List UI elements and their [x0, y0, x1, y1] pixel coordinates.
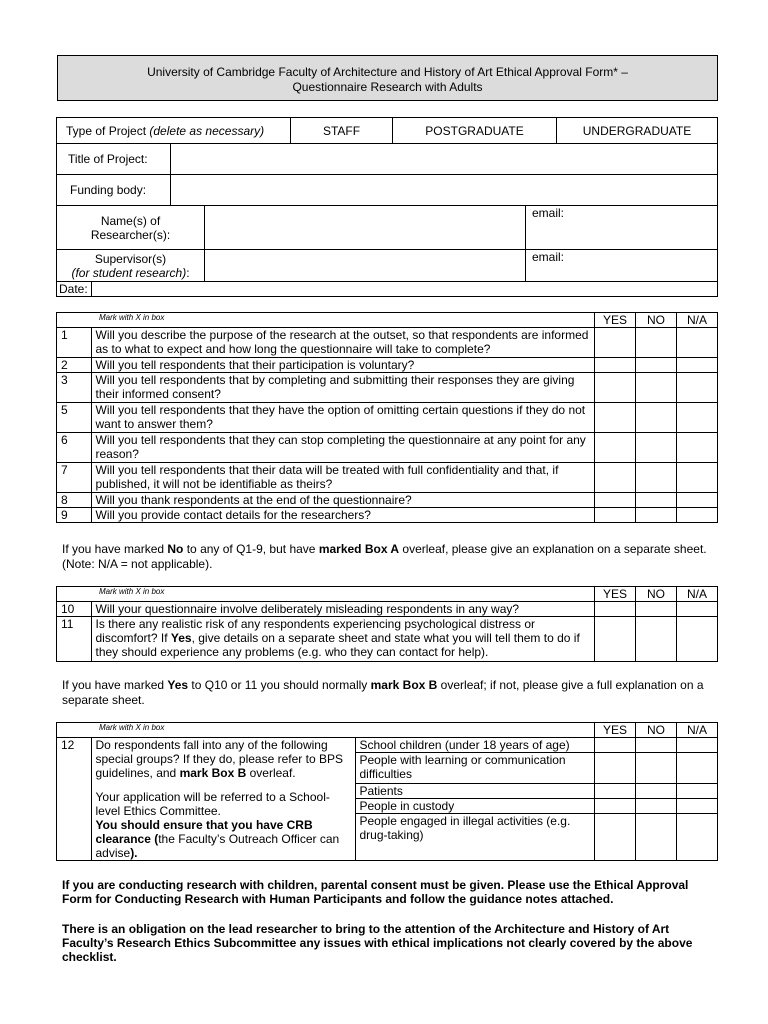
- footer-children-note: If you are conducting research with children, parental consent must be given. Please use the Ethical Approval Form for Conducting Research with Human Participants and follow the guidance notes attached.: [62, 878, 689, 906]
- group-item: People engaged in illegal activities (e.g. drug-taking): [355, 814, 595, 861]
- q12-text-3: Your application will be referred to a School-level Ethics Committee.: [95, 790, 330, 818]
- question-number: 1: [57, 328, 92, 358]
- project-type-text: Type of Project: [66, 123, 147, 138]
- header-spacer: [57, 587, 92, 602]
- no-box[interactable]: [636, 373, 677, 403]
- no-box[interactable]: [636, 463, 677, 493]
- q11-text-2: , give details on a separate sheet and state what you will tell them to do if they should experience any problems (e.g. who they can contact for help).: [95, 631, 580, 659]
- option-postgraduate[interactable]: POSTGRADUATE: [393, 118, 557, 144]
- form-title-line-1: University of Cambridge Faculty of Architecture and History of Art Ethical Approval Form* –: [147, 65, 628, 79]
- na-box[interactable]: [677, 798, 718, 813]
- question-row: [57, 493, 718, 508]
- question-row: [57, 328, 718, 358]
- no-box[interactable]: [636, 403, 677, 433]
- question-number: 2: [57, 358, 92, 373]
- researchers-label-line-1: Name(s) of: [100, 213, 161, 228]
- q12-text-2: overleaf.: [246, 766, 296, 780]
- note-b-text-2: to Q10 or 11 you should normally: [188, 678, 371, 692]
- date-table: [56, 281, 718, 297]
- q12-bold-2: You should ensure that you have CRB clearance (: [95, 818, 313, 846]
- supervisor-field[interactable]: [205, 250, 526, 282]
- mark-instruction: Mark with X in box: [91, 313, 595, 328]
- note-b-bold-1: Yes: [167, 678, 189, 692]
- question-text: Will you thank respondents at the end of the questionnaire?: [91, 493, 595, 508]
- na-header: N/A: [677, 587, 718, 602]
- no-header: NO: [636, 587, 677, 602]
- yes-box[interactable]: [595, 617, 636, 662]
- na-box[interactable]: [677, 463, 718, 493]
- header-spacer: [57, 313, 92, 328]
- question-text: Will you provide contact details for the researchers?: [91, 508, 595, 523]
- q11-bold: Yes: [170, 631, 192, 645]
- no-box[interactable]: [636, 508, 677, 523]
- supervisor-email-field[interactable]: [526, 250, 718, 282]
- question-number: 6: [57, 433, 92, 463]
- yes-box[interactable]: [595, 753, 636, 783]
- yes-box[interactable]: [595, 814, 636, 861]
- na-header: N/A: [677, 723, 718, 738]
- questions-c-table: [56, 722, 718, 861]
- question-text: Will you tell respondents that they have the option of omitting certain questions if they do not want to answer them?: [91, 403, 595, 433]
- option-undergraduate[interactable]: UNDERGRADUATE: [557, 118, 718, 144]
- question-number: 7: [57, 463, 92, 493]
- researchers-label: [57, 206, 205, 250]
- form-title: [57, 55, 718, 101]
- note-b: [62, 678, 712, 708]
- q12-text: [91, 738, 355, 861]
- mark-instruction: Mark with X in box: [91, 723, 595, 738]
- no-header: NO: [636, 313, 677, 328]
- yes-box[interactable]: [595, 602, 636, 617]
- yes-box[interactable]: [595, 328, 636, 358]
- no-box[interactable]: [636, 328, 677, 358]
- question-row: [57, 373, 718, 403]
- question-row: [57, 617, 718, 662]
- group-item: People with learning or communication difficulties: [355, 753, 595, 783]
- researchers-field[interactable]: [205, 206, 526, 250]
- question-number: 9: [57, 508, 92, 523]
- question-text: Will you tell respondents that their data will be treated with full confidentiality and that, if published, it will not be identifiable as theirs?: [91, 463, 595, 493]
- note-a-bold-1: No: [167, 542, 184, 556]
- note-a: [62, 542, 712, 572]
- no-box[interactable]: [636, 798, 677, 813]
- note-a-text-1: If you have marked: [62, 542, 168, 556]
- na-box[interactable]: [677, 433, 718, 463]
- project-details-table: [56, 117, 718, 144]
- supervisor-label: [57, 250, 205, 282]
- note-a-bold-2: marked Box A: [318, 542, 400, 556]
- mark-instruction: Mark with X in box: [91, 587, 595, 602]
- na-box[interactable]: [677, 783, 718, 798]
- question-text: Will your questionnaire involve deliberately misleading respondents in any way?: [91, 602, 595, 617]
- group-item: School children (under 18 years of age): [355, 738, 595, 753]
- header-spacer: [57, 723, 92, 738]
- researcher-email-label: email:: [532, 206, 565, 220]
- question-row: [57, 403, 718, 433]
- yes-box[interactable]: [595, 463, 636, 493]
- questions-b-table: [56, 586, 718, 662]
- q12-text-1: Do respondents fall into any of the following special groups? If they do, please refer to BPS guidelines, and: [95, 738, 343, 780]
- question-row: [57, 358, 718, 373]
- no-box[interactable]: [636, 617, 677, 662]
- na-box[interactable]: [677, 373, 718, 403]
- question-text: [91, 617, 595, 662]
- form-title-line-2: Questionnaire Research with Adults: [292, 80, 483, 94]
- title-of-project-label: Title of Project:: [57, 144, 171, 175]
- question-number: 10: [57, 602, 92, 617]
- question-number: 3: [57, 373, 92, 403]
- no-header: NO: [636, 723, 677, 738]
- na-box[interactable]: [677, 738, 718, 753]
- na-box[interactable]: [677, 508, 718, 523]
- note-a-text-2: to any of Q1-9, but have: [183, 542, 319, 556]
- yes-box[interactable]: [595, 798, 636, 813]
- yes-box[interactable]: [595, 783, 636, 798]
- questions-a-table: [56, 312, 718, 523]
- na-box[interactable]: [677, 493, 718, 508]
- question-number: 5: [57, 403, 92, 433]
- supervisor-label-line-1: Supervisor(s): [94, 251, 167, 266]
- yes-box[interactable]: [595, 433, 636, 463]
- question-row: [57, 602, 718, 617]
- yes-box[interactable]: [595, 373, 636, 403]
- na-box[interactable]: [677, 617, 718, 662]
- option-staff[interactable]: STAFF: [291, 118, 393, 144]
- group-item: Patients: [355, 783, 595, 798]
- na-box[interactable]: [677, 403, 718, 433]
- yes-box[interactable]: [595, 738, 636, 753]
- supervisor-email-label: email:: [532, 250, 565, 264]
- group-item: People in custody: [355, 798, 595, 813]
- supervisor-label-line-2: [61, 266, 200, 280]
- question-text: Will you tell respondents that their participation is voluntary?: [91, 358, 595, 373]
- researcher-email-field[interactable]: [526, 206, 718, 250]
- yes-box[interactable]: [595, 508, 636, 523]
- question-number: 11: [57, 617, 92, 662]
- date-label: Date:: [57, 282, 92, 297]
- note-a-text-3: overleaf, please give an explanation on a separate sheet. (Note: N/A = not applicable).: [62, 542, 707, 571]
- no-box[interactable]: [636, 738, 677, 753]
- researchers-label-line-2: Researcher(s):: [90, 227, 171, 242]
- supervisor-colon: :: [186, 265, 190, 280]
- na-box[interactable]: [677, 753, 718, 783]
- na-header: N/A: [677, 313, 718, 328]
- no-box[interactable]: [636, 358, 677, 373]
- yes-header: YES: [595, 587, 636, 602]
- note-b-text-1: If you have marked: [62, 678, 168, 692]
- no-box[interactable]: [636, 783, 677, 798]
- q12-bold-1: mark Box B: [179, 766, 247, 780]
- funding-body-field[interactable]: [171, 175, 718, 206]
- title-of-project-field[interactable]: [171, 144, 718, 175]
- project-type-label: [57, 118, 291, 144]
- yes-box[interactable]: [595, 358, 636, 373]
- question-number: 12: [57, 738, 92, 861]
- question-text: Will you tell respondents that by completing and submitting their responses they are giving their informed consent?: [91, 373, 595, 403]
- project-info-table: [56, 143, 718, 206]
- q11-text-1: Is there any realistic risk of any respondents experiencing psychological distress or discomfort? If: [95, 617, 536, 645]
- yes-box[interactable]: [595, 493, 636, 508]
- question-row: [57, 463, 718, 493]
- question-text: Will you tell respondents that they can stop completing the questionnaire at any point for any reason?: [91, 433, 595, 463]
- note-b-bold-2: mark Box B: [370, 678, 438, 692]
- na-box[interactable]: [677, 814, 718, 861]
- question-text: Will you describe the purpose of the research at the outset, so that respondents are informed as to what to expect and how long the questionnaire will take to complete?: [91, 328, 595, 358]
- question-row: [57, 508, 718, 523]
- no-box[interactable]: [636, 433, 677, 463]
- yes-header: YES: [595, 723, 636, 738]
- no-box[interactable]: [636, 753, 677, 783]
- na-box[interactable]: [677, 328, 718, 358]
- no-box[interactable]: [636, 602, 677, 617]
- yes-header: YES: [595, 313, 636, 328]
- no-box[interactable]: [636, 493, 677, 508]
- na-box[interactable]: [677, 358, 718, 373]
- no-box[interactable]: [636, 814, 677, 861]
- question-number: 8: [57, 493, 92, 508]
- na-box[interactable]: [677, 602, 718, 617]
- funding-body-label: Funding body:: [57, 175, 171, 206]
- q12-text-4: the Faculty’s Outreach Officer can advise: [95, 832, 340, 860]
- yes-box[interactable]: [595, 403, 636, 433]
- footer-obligation-note: There is an obligation on the lead researcher to bring to the attention of the Architecture and History of Art Faculty’s Research Ethics Subcommittee any issues with ethical implications not clearly covered by the above checklist.: [62, 922, 693, 964]
- date-field[interactable]: [92, 282, 718, 297]
- note-b-text-3: overleaf; if not, please give a full explanation on a separate sheet.: [62, 678, 704, 707]
- researcher-table: [56, 205, 718, 282]
- q12-bold-3: ).: [130, 846, 138, 860]
- supervisor-note: (for student research): [71, 265, 187, 280]
- project-type-note: (delete as necessary): [149, 123, 265, 138]
- question-row: [57, 433, 718, 463]
